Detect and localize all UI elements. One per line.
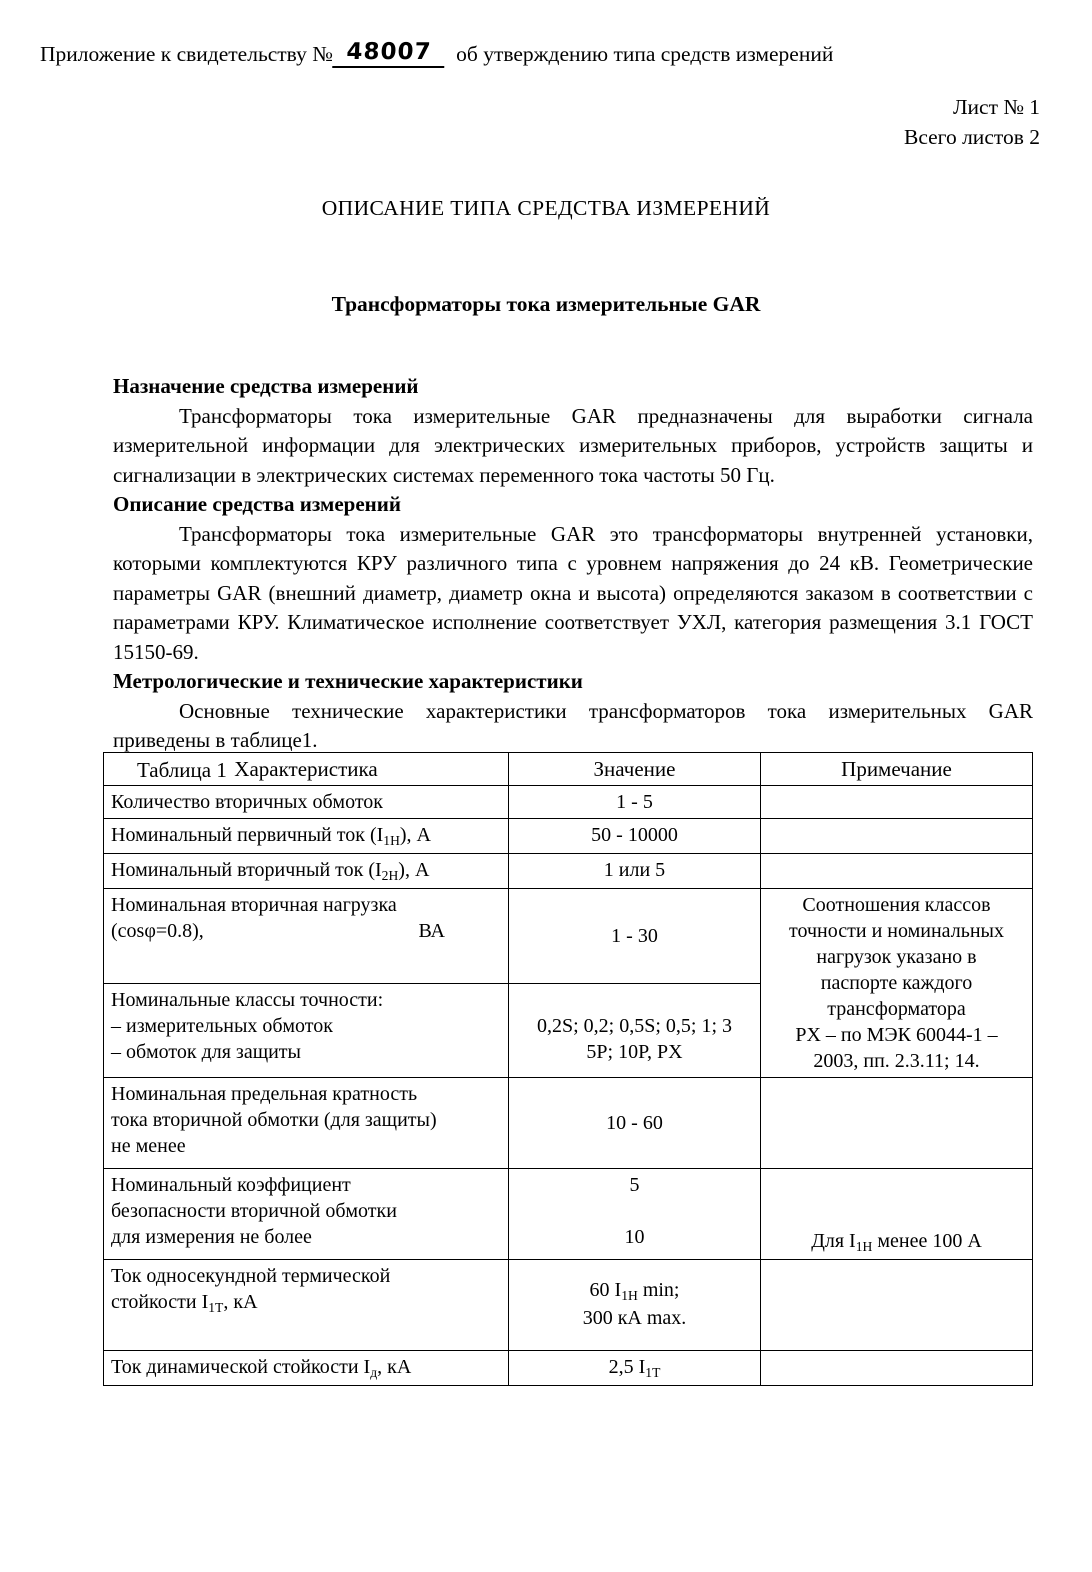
certificate-header-prefix: Приложение к свидетельству	[40, 42, 307, 66]
cell-value: 1 - 5	[509, 786, 761, 819]
cell-value	[509, 1351, 761, 1386]
cell-subscript: д	[370, 1365, 378, 1381]
cell-text-post: ), А	[399, 824, 431, 846]
cell-line-2	[111, 1289, 501, 1317]
table-row	[104, 786, 1033, 819]
value-line-1: 5	[629, 1174, 640, 1196]
cell-characteristic	[104, 889, 509, 984]
note-text-pre: Для I	[811, 1230, 856, 1252]
cell-subscript: 1Т	[208, 1300, 224, 1316]
cell-line-3: не менее	[111, 1135, 186, 1157]
value-subscript: 1Н	[621, 1288, 638, 1304]
cell-characteristic	[104, 983, 509, 1078]
note-line-2: точности и номинальных	[789, 920, 1004, 942]
note-line-5: трансформатора	[827, 998, 966, 1020]
section-paragraph-purpose: Трансформаторы тока измерительные GAR предназначены для выработки сигнала измерительной информации для электрических измерительных приборов, устройств защиты и сигнализации в электрических системах переменного тока частоты 50 Гц.	[113, 403, 1033, 487]
cell-value: 1 - 30	[509, 889, 761, 984]
cell-line-3: – обмоток для защиты	[111, 1040, 301, 1063]
cell-text-post: , кА	[377, 1356, 412, 1378]
cell-text-pre: Ток динамической стойкости I	[111, 1356, 371, 1378]
sheet-number-label: Лист № 1	[952, 95, 1040, 119]
document-title: ОПИСАНИЕ ТИПА СРЕДСТВА ИЗМЕРЕНИЙ	[321, 196, 771, 220]
cell-value	[509, 1169, 761, 1260]
cell-line-2: (cosφ=0.8),	[111, 920, 204, 942]
cell-line-2: тока вторичной обмотки (для защиты)	[111, 1109, 437, 1131]
cell-subscript: 1Н	[383, 833, 400, 849]
table-row	[104, 819, 1033, 854]
cell-value	[509, 983, 761, 1078]
cell-line-1: Номинальные классы точности:	[111, 988, 384, 1011]
table-row	[104, 1169, 1033, 1260]
sheet-info	[904, 92, 1040, 152]
note-subscript: 1Н	[855, 1239, 873, 1255]
specifications-table	[103, 752, 1033, 1386]
cell-line-2: – измерительных обмоток	[111, 1014, 333, 1037]
certificate-header-line	[40, 40, 1064, 70]
section-heading-purpose: Назначение средства измерений	[113, 374, 419, 398]
cell-text-pre: стойкости I	[111, 1291, 209, 1313]
table-row	[104, 1078, 1033, 1169]
cell-characteristic	[104, 1351, 509, 1386]
note-text-post: менее 100 А	[872, 1230, 982, 1252]
cell-characteristic	[104, 819, 509, 854]
section-paragraph-metrology: Основные технические характеристики трансформаторов тока измерительных GAR приведены в таблице1.	[113, 698, 1033, 752]
cell-note	[761, 1078, 1033, 1169]
section-heading-metrology: Метрологические и технические характеристики	[113, 669, 583, 693]
numero-sign: №	[312, 42, 333, 66]
cell-unit: ВА	[418, 920, 445, 942]
note-line-3: нагрузок указано в	[816, 946, 977, 968]
document-body	[113, 372, 1033, 785]
value-line-1	[516, 1263, 753, 1305]
section-heading-description: Описание средства измерений	[113, 492, 401, 516]
certificate-number-handwritten: 48007	[332, 38, 446, 68]
table-row	[104, 1351, 1033, 1386]
value-spacer	[516, 1198, 753, 1224]
cell-text-pre: Номинальный вторичный ток (I	[111, 859, 382, 881]
column-header-value: Значение	[509, 753, 761, 786]
column-header-note: Примечание	[761, 753, 1033, 786]
value-line-1: 0,2S; 0,2; 0,5S; 0,5; 1; 3	[536, 1014, 733, 1037]
cell-subscript: 2Н	[381, 868, 399, 884]
cell-line-3: для измерения не более	[111, 1226, 312, 1248]
value-line-2: 5P; 10P, PX	[586, 1040, 683, 1063]
note-line-4: паспорте каждого	[820, 972, 973, 994]
note-line-1: Соотношения классов	[802, 894, 991, 916]
cell-characteristic	[104, 854, 509, 889]
table-row	[104, 1260, 1033, 1351]
cell-line-2: безопасности вторичной обмотки	[111, 1200, 397, 1222]
table-header-row	[104, 753, 1033, 786]
specifications-table-wrapper	[103, 752, 1032, 1386]
cell-value	[509, 1260, 761, 1351]
value-line-2: 300 кА max.	[582, 1307, 687, 1329]
cell-note	[761, 1260, 1033, 1351]
section-paragraph-description: Трансформаторы тока измерительные GAR это трансформаторы внутренней установки, которыми комплектуются КРУ различного типа с уровнем напряжения до 24 кВ. Геометрические параметры GAR (внешний диаметр, диаметр окна и высота) определяются заказом в соответствии с параметрами КРУ. Климатическое исполнение соответствует УХЛ, категория размещения 3.1 ГОСТ 15150-69.	[113, 521, 1033, 664]
value-subscript: 1Т	[645, 1365, 661, 1381]
cell-value: 50 - 10000	[509, 819, 761, 854]
value-line-2: 10	[624, 1226, 645, 1248]
cell-line-1: Номинальная предельная кратность	[111, 1083, 418, 1105]
cell-note	[761, 854, 1033, 889]
cell-value: 1 или 5	[509, 854, 761, 889]
certificate-header-suffix: об утверждению типа средств измерений	[456, 42, 834, 66]
total-sheets-label: Всего листов 2	[903, 125, 1040, 149]
cell-characteristic: Количество вторичных обмоток	[104, 786, 509, 819]
note-line-7: 2003, пп. 2.3.11; 14.	[813, 1050, 980, 1072]
cell-note	[761, 1169, 1033, 1260]
cell-note	[761, 786, 1033, 819]
cell-note-merged	[761, 889, 1033, 1078]
instrument-type-title: Трансформаторы тока измерительные GAR	[331, 292, 761, 316]
value-text-post: min;	[637, 1279, 680, 1301]
cell-text-post: ), А	[398, 859, 430, 881]
cell-note	[761, 819, 1033, 854]
table-row	[104, 854, 1033, 889]
value-spacer	[516, 987, 753, 1013]
cell-characteristic	[104, 1169, 509, 1260]
cell-text-pre: Номинальный первичный ток (I	[111, 824, 384, 846]
cell-value: 10 - 60	[509, 1078, 761, 1169]
table-row	[104, 889, 1033, 984]
cell-text-post: , кА	[223, 1291, 258, 1313]
value-text-pre: 2,5 I	[608, 1356, 646, 1378]
note-line-6: PX – по МЭК 60044-1 –	[795, 1024, 998, 1046]
cell-characteristic	[104, 1078, 509, 1169]
cell-note	[761, 1351, 1033, 1386]
cell-line-1: Номинальная вторичная нагрузка	[111, 894, 397, 916]
cell-characteristic	[104, 1260, 509, 1351]
value-text-pre: 60 I	[589, 1279, 622, 1301]
table-caption: Таблица 1	[137, 757, 227, 782]
cell-line-1: Ток односекундной термической	[111, 1265, 391, 1287]
cell-line-1: Номинальный коэффициент	[111, 1174, 351, 1196]
column-header-characteristic: Характеристика	[104, 753, 509, 786]
